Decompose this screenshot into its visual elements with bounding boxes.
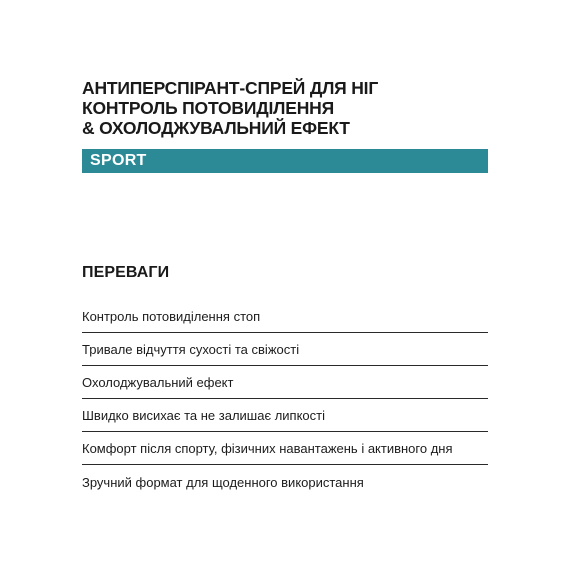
benefits-list [82,300,488,498]
sport-badge-band [82,149,488,173]
product-title-line: АНТИПЕРСПІРАНТ-СПРЕЙ ДЛЯ НІГ [82,78,379,98]
product-title-line: & ОХОЛОДЖУВАЛЬНИЙ ЕФЕКТ [82,118,350,138]
benefits-heading: ПЕРЕВАГИ [82,264,170,281]
product-title-line: КОНТРОЛЬ ПОТОВИДІЛЕННЯ [82,98,334,118]
sport-badge-label: SPORT [90,152,147,169]
benefit-item: Тривале відчуття сухості та свіжості [82,333,488,366]
benefit-item: Швидко висихає та не залишає липкості [82,399,488,432]
benefit-item: Комфорт після спорту, фізичних навантажень і активного дня [82,432,488,465]
benefit-item: Контроль потовиділення стоп [82,300,488,333]
product-title [82,78,488,138]
benefit-item: Охолоджувальний ефект [82,366,488,399]
benefit-item: Зручний формат для щоденного використання [82,474,364,490]
